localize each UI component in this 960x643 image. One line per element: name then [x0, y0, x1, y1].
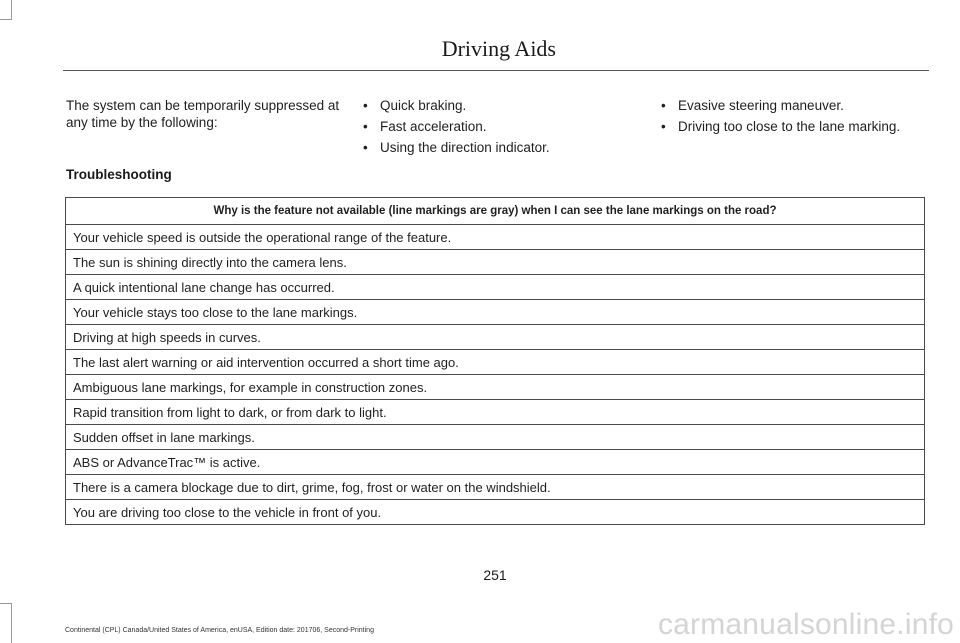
list-item: • Evasive steering maneuver.	[661, 97, 931, 114]
table-cell: A quick intentional lane change has occurred.	[66, 275, 925, 300]
crop-mark-top-left-horizontal	[0, 19, 12, 20]
table-row	[66, 500, 925, 525]
list-item: • Quick braking.	[363, 97, 633, 114]
bullet-column-3	[661, 97, 931, 139]
table-cell: Driving at high speeds in curves.	[66, 325, 925, 350]
table-row	[66, 275, 925, 300]
table-cell: Sudden offset in lane markings.	[66, 425, 925, 450]
page-title: Driving Aids	[441, 36, 556, 61]
crop-mark-bottom-left-horizontal	[0, 603, 12, 604]
list-item: • Using the direction indicator.	[363, 139, 633, 156]
bullet-column-2	[363, 97, 633, 160]
table-row	[66, 425, 925, 450]
table-row	[66, 300, 925, 325]
intro-paragraph: The system can be temporarily suppressed at any time by the following:	[66, 98, 340, 130]
table-cell: Rapid transition from light to dark, or from dark to light.	[66, 400, 925, 425]
watermark: carmanualsonline.info	[657, 608, 954, 641]
table-cell: ABS or AdvanceTrac™ is active.	[66, 450, 925, 475]
footer-edition-text: Continental (CPL) Canada/United States of America, enUSA, Edition date: 201706, Second-Printing	[65, 627, 374, 634]
table-row	[66, 250, 925, 275]
table-row	[66, 225, 925, 250]
troubleshooting-table	[65, 197, 925, 525]
table-row	[66, 450, 925, 475]
bullet-list-2	[363, 97, 633, 156]
table-header-cell: Why is the feature not available (line markings are gray) when I can see the lane markings on the road?	[66, 198, 925, 225]
crop-mark-top-left-vertical	[11, 0, 12, 20]
header-divider	[63, 70, 929, 71]
page-number: 251	[483, 567, 507, 583]
crop-mark-bottom-left-vertical	[11, 603, 12, 643]
table-cell: The sun is shining directly into the camera lens.	[66, 250, 925, 275]
table-row	[66, 350, 925, 375]
table-cell: The last alert warning or aid intervention occurred a short time ago.	[66, 350, 925, 375]
table-row	[66, 375, 925, 400]
table-row	[66, 400, 925, 425]
bullet-list-3	[661, 97, 931, 135]
table-cell: You are driving too close to the vehicle in front of you.	[66, 500, 925, 525]
table-cell: Your vehicle speed is outside the operational range of the feature.	[66, 225, 925, 250]
table-cell: Your vehicle stays too close to the lane markings.	[66, 300, 925, 325]
table-row	[66, 325, 925, 350]
table-header-row	[66, 198, 925, 225]
table-row	[66, 475, 925, 500]
table-cell: There is a camera blockage due to dirt, grime, fog, frost or water on the windshield.	[66, 475, 925, 500]
list-item: • Driving too close to the lane marking.	[661, 118, 931, 135]
table-cell: Ambiguous lane markings, for example in construction zones.	[66, 375, 925, 400]
section-heading: Troubleshooting	[66, 167, 172, 182]
intro-column	[66, 97, 346, 131]
list-item: • Fast acceleration.	[363, 118, 633, 135]
